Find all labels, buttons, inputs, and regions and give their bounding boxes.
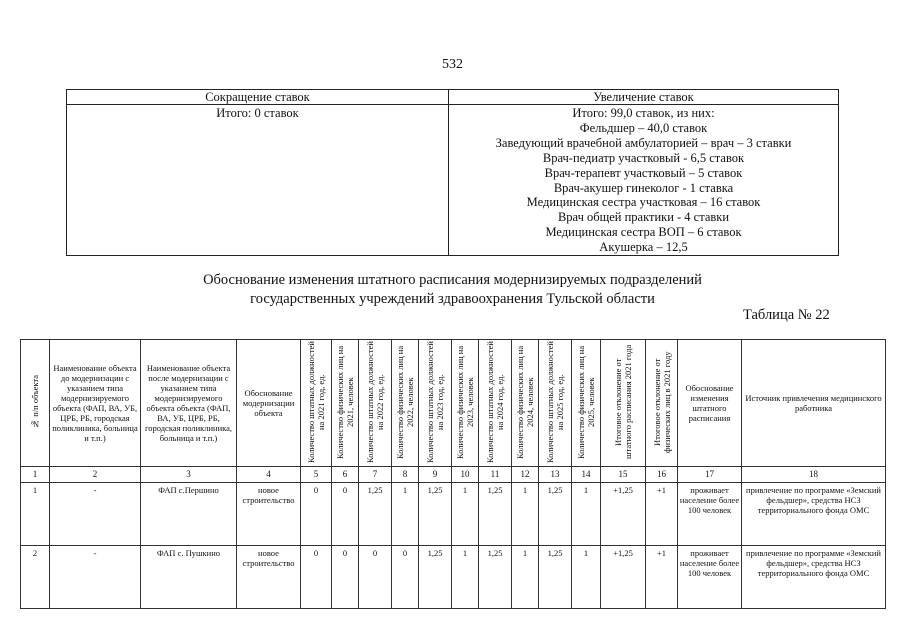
table-cell: 0 <box>359 545 392 608</box>
staff-rates-table <box>66 89 839 256</box>
table-cell: 0 <box>332 482 359 545</box>
column-number-row <box>21 467 886 483</box>
col-header: Наименование объекта до модернизации с указанием типа модернизируемого объекта (ФАП, ВА, УБ, ЦРБ, РБ, городская поликлиника, больница и т.п.) <box>50 340 141 467</box>
table-cell: - <box>50 482 141 545</box>
col-header: Количество физических лиц на 2023, человек <box>452 340 479 467</box>
table-cell: проживает население более 100 человек <box>678 545 742 608</box>
table-cell: 1 <box>512 482 539 545</box>
col-header: Количество штатных должностей на 2024 год, ед. <box>479 340 512 467</box>
column-number: 6 <box>332 467 359 483</box>
table-cell: 1 <box>21 482 50 545</box>
table-cell: 1 <box>392 482 419 545</box>
col-header: Количество штатных должностей на 2022 год, ед. <box>359 340 392 467</box>
section-heading-line1: Обоснование изменения штатного расписания модернизируемых подразделений <box>203 272 702 288</box>
table-cell: +1 <box>646 482 678 545</box>
table-cell: 1,25 <box>419 482 452 545</box>
table-cell: 0 <box>332 545 359 608</box>
table-cell: новое строительство <box>237 545 301 608</box>
table-cell: 1,25 <box>539 545 572 608</box>
increase-line: Врач-акушер гинеколог - 1 ставка <box>553 180 734 195</box>
col-header: № п/п объекта <box>21 340 50 467</box>
reduction-total: Итого: 0 ставок <box>216 106 299 120</box>
increase-line: Медицинская сестра ВОП – 6 ставок <box>545 225 742 240</box>
table-cell: +1,25 <box>601 482 646 545</box>
increase-line: Фельдшер – 40,0 ставок <box>579 120 708 135</box>
table-cell: 1,25 <box>419 545 452 608</box>
table-cell: ФАП с. Пушкино <box>141 545 237 608</box>
col-header: Количество штатных должностей на 2025 год, ед. <box>539 340 572 467</box>
table-cell: 1 <box>572 482 601 545</box>
table-cell: +1,25 <box>601 545 646 608</box>
increase-line: Акушерка – 12,5 <box>599 240 688 255</box>
col-header: Обоснование модернизации объекта <box>237 340 301 467</box>
column-number: 14 <box>572 467 601 483</box>
column-number: 8 <box>392 467 419 483</box>
table-cell: 2 <box>21 545 50 608</box>
header-row <box>21 340 886 467</box>
table-cell: - <box>50 545 141 608</box>
table-cell: 1 <box>452 545 479 608</box>
column-number: 15 <box>601 467 646 483</box>
increase-cell <box>449 105 839 256</box>
col-header: Итоговое отклонение от штатного расписания 2021 года <box>601 340 646 467</box>
table-row <box>21 482 886 545</box>
col-header: Наименование объекта после модернизации с указанием типа модернизируемого объекта объекта (ФАП, ВА, УБ, ЦРБ, РБ, городская поликлиника, больница и т.п.) <box>141 340 237 467</box>
reduction-cell <box>67 105 449 256</box>
table-cell: ФАП с.Першино <box>141 482 237 545</box>
col-header: Количество физических лиц на 2025, человек <box>572 340 601 467</box>
column-number: 17 <box>678 467 742 483</box>
column-number: 18 <box>742 467 886 483</box>
column-number: 1 <box>21 467 50 483</box>
column-number: 10 <box>452 467 479 483</box>
col-header: Количество штатных должностей на 2021 год, ед. <box>301 340 332 467</box>
increase-line: Врач-терапевт участковый – 5 ставок <box>544 165 743 180</box>
table-cell: привлечение по программе «Земский фельдшер», средства НСЗ территориального фонда ОМС <box>742 545 886 608</box>
column-number: 2 <box>50 467 141 483</box>
section-heading-line2: государственных учреждений здравоохранения Тульской области <box>250 291 655 307</box>
table-cell: 0 <box>301 482 332 545</box>
col-header: Источник привлечения медицинского работника <box>742 340 886 467</box>
increase-line: Врач общей практики - 4 ставки <box>557 210 730 225</box>
column-number: 9 <box>419 467 452 483</box>
column-number: 16 <box>646 467 678 483</box>
col-header: Итоговое отклонение от физических лиц в 2021 году <box>646 340 678 467</box>
table-cell: 1,25 <box>359 482 392 545</box>
increase-line: Итого: 99,0 ставок, из них: <box>572 106 715 120</box>
increase-line: Врач-педиатр участковый - 6,5 ставок <box>542 150 745 165</box>
table-cell: 0 <box>301 545 332 608</box>
col-header: Количество физических лиц на 2024, человек <box>512 340 539 467</box>
column-number: 13 <box>539 467 572 483</box>
table-cell: 1 <box>572 545 601 608</box>
column-number: 3 <box>141 467 237 483</box>
table-row <box>21 545 886 608</box>
column-number: 12 <box>512 467 539 483</box>
header-reduction: Сокращение ставок <box>67 90 449 105</box>
table-cell: 1 <box>452 482 479 545</box>
table-cell: привлечение по программе «Земский фельдшер», средства НСЗ территориального фонда ОМС <box>742 482 886 545</box>
table-cell: 1,25 <box>479 482 512 545</box>
col-header: Количество физических лиц на 2022, человек <box>392 340 419 467</box>
increase-line: Медицинская сестра участковая – 16 ставок <box>526 195 761 210</box>
table-number: Таблица № 22 <box>743 307 830 323</box>
column-number: 4 <box>237 467 301 483</box>
header-increase: Увеличение ставок <box>449 90 839 105</box>
table-cell: 1 <box>512 545 539 608</box>
table-cell: новое строительство <box>237 482 301 545</box>
column-number: 5 <box>301 467 332 483</box>
column-number: 11 <box>479 467 512 483</box>
table-cell: 1,25 <box>539 482 572 545</box>
staffing-justification-table <box>20 339 886 609</box>
col-header: Количество штатных должностей на 2023 год, ед. <box>419 340 452 467</box>
table-cell: +1 <box>646 545 678 608</box>
table-cell: проживает население более 100 человек <box>678 482 742 545</box>
increase-line: Заведующий врачебной амбулаторией – врач – 3 ставки <box>495 135 792 150</box>
table-cell: 1,25 <box>479 545 512 608</box>
column-number: 7 <box>359 467 392 483</box>
table-cell: 0 <box>392 545 419 608</box>
col-header: Обоснование изменения штатного расписания <box>678 340 742 467</box>
col-header: Количество физических лиц на 2021, человек <box>332 340 359 467</box>
page-number: 532 <box>442 57 463 72</box>
